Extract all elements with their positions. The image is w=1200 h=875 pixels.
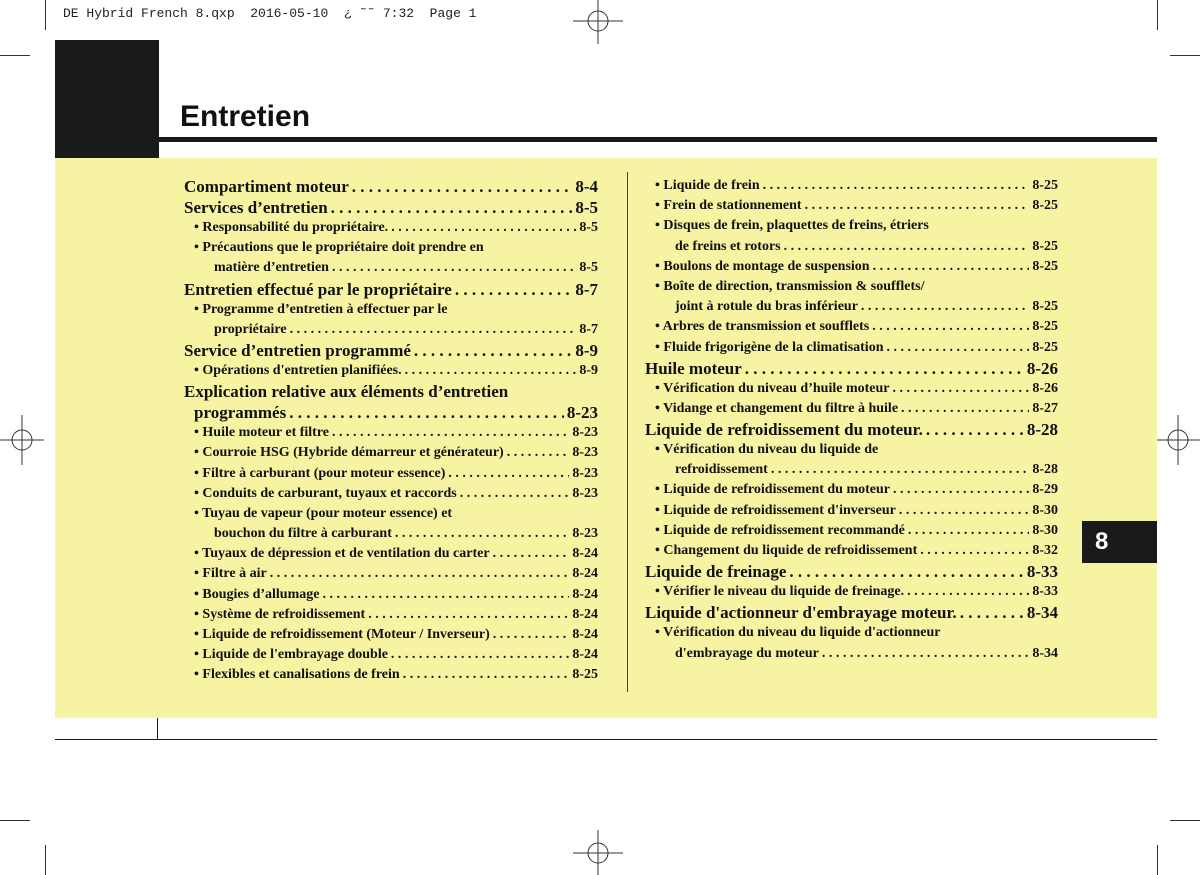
toc-subentry[interactable]	[645, 216, 1058, 236]
toc-leader-dots	[908, 521, 1029, 541]
registration-mark-left	[0, 415, 44, 465]
toc-page-number: 8-25	[1032, 339, 1058, 355]
toc-page-number: 8-23	[572, 465, 598, 481]
toc-entry-label: • Liquide de refroidissement du moteur	[655, 482, 890, 498]
toc-entry-label: Services d’entretien	[184, 198, 328, 217]
toc-section-entry[interactable]	[645, 358, 1058, 379]
toc-page-number: 8-25	[1032, 198, 1058, 214]
toc-subentry[interactable]	[645, 196, 1058, 216]
toc-entry-label: • Vidange et changement du filtre à huile	[655, 400, 899, 416]
toc-entry-label: • Vérifier le niveau du liquide de freinage.	[655, 584, 905, 600]
chapter-tab: 8	[1082, 521, 1157, 563]
toc-page-number: 8-25	[1032, 319, 1058, 335]
toc-page-number: 8-27	[1032, 400, 1058, 416]
toc-page-number: 8-23	[572, 526, 598, 542]
toc-leader-dots	[270, 564, 570, 584]
toc-entry-label: • Fluide frigorigène de la climatisation	[655, 339, 884, 355]
toc-entry-label: • Tuyau de vapeur (pour moteur essence) et	[194, 505, 453, 521]
toc-page-number: 8-26	[1026, 358, 1058, 378]
toc-page-number: 8-23	[572, 485, 598, 501]
toc-subentry[interactable]	[645, 582, 1058, 602]
title-rule	[158, 137, 1157, 142]
toc-leader-dots	[861, 297, 1029, 317]
toc-page-number: 8-23	[572, 445, 598, 461]
toc-page-number: 8-23	[566, 403, 598, 423]
toc-entry-label: • Disques de frein, plaquettes de freins, étriers	[655, 218, 929, 234]
toc-page-number: 8-34	[1026, 603, 1058, 623]
toc-leader-dots	[789, 561, 1023, 582]
toc-subentry[interactable]	[645, 317, 1058, 337]
toc-subentry[interactable]	[184, 361, 598, 381]
toc-page-number: 8-24	[572, 586, 598, 602]
toc-entry-label: • Bougies d’allumage	[194, 586, 320, 602]
toc-leader-dots	[872, 317, 1029, 337]
toc-section-entry[interactable]	[645, 602, 1058, 623]
toc-page-number: 8-24	[572, 546, 598, 562]
toc-leader-dots	[414, 340, 572, 361]
toc-entry-label: • Changement du liquide de refroidissement	[655, 543, 918, 558]
toc-entry-label: • Flexibles et canalisations de frein	[194, 667, 400, 683]
toc-page-number: 8-5	[579, 260, 598, 276]
toc-page-number: 8-25	[1032, 238, 1058, 254]
toc-leader-dots	[901, 399, 1029, 419]
toc-page-number: 8-23	[572, 425, 598, 441]
toc-leader-dots	[960, 602, 1024, 623]
toc-page-number: 8-25	[572, 667, 598, 683]
toc-subentry[interactable]	[184, 625, 598, 645]
crop-mark-bottom-left	[45, 845, 46, 875]
toc-page-number: 8-32	[1032, 543, 1058, 558]
toc-leader-dots	[873, 257, 1030, 277]
toc-subentry[interactable]	[184, 605, 598, 625]
toc-subentry[interactable]	[645, 460, 1058, 480]
toc-page-number: 8-29	[1032, 482, 1058, 498]
toc-subentry[interactable]	[184, 464, 598, 484]
toc-subentry[interactable]	[645, 237, 1058, 257]
toc-entry-label: • Précautions que le propriétaire doit prendre en	[194, 240, 484, 256]
toc-page-number: 8-24	[572, 606, 598, 622]
toc-section-entry[interactable]	[184, 197, 598, 218]
toc-entry-label: • Opérations d'entretien planifiées.	[194, 362, 402, 378]
toc-subentry[interactable]	[645, 440, 1058, 460]
toc-subentry[interactable]	[184, 645, 598, 665]
toc-entry-label: Liquide de freinage	[645, 562, 787, 582]
toc-page-number: 8-24	[572, 566, 598, 582]
page-title: Entretien	[180, 100, 311, 133]
toc-entry-label: • Vérification du niveau du liquide d'actionneur	[655, 625, 941, 641]
toc-entry-label: • Liquide de refroidissement (Moteur / Inverseur)	[194, 627, 490, 642]
toc-leader-dots	[893, 480, 1029, 500]
toc-leader-dots	[920, 541, 1029, 561]
crop-mark-top-right-h	[1170, 55, 1200, 56]
toc-subentry[interactable]	[645, 480, 1058, 500]
toc-subentry[interactable]	[645, 399, 1058, 419]
toc-entry-label: Huile moteur	[645, 358, 742, 378]
toc-entry-label: • Programme d’entretien à effectuer par le	[194, 301, 448, 317]
header-black-block	[55, 40, 159, 158]
toc-subentry[interactable]	[645, 521, 1058, 541]
toc-page-number: 8-26	[1032, 380, 1058, 396]
toc-subentry[interactable]	[645, 379, 1058, 399]
toc-entry-label: • Liquide de l'embrayage double	[194, 647, 388, 663]
toc-page-number: 8-7	[579, 321, 598, 337]
toc-entry-label: matière d’entretien	[214, 260, 329, 276]
toc-subentry[interactable]	[645, 277, 1058, 297]
toc-entry-label: • Liquide de refroidissement recommandé	[655, 522, 905, 538]
toc-page-number: 8-30	[1032, 502, 1058, 518]
toc-leader-dots	[805, 196, 1030, 216]
toc-page-number: 8-5	[575, 198, 598, 217]
toc-subentry[interactable]	[184, 423, 598, 443]
toc-leader-dots	[771, 460, 1030, 480]
toc-page-number: 8-25	[1032, 178, 1058, 193]
toc-page-number: 8-4	[575, 177, 598, 196]
toc-subentry[interactable]	[645, 297, 1058, 317]
toc-leader-dots	[455, 279, 572, 300]
toc-section-entry[interactable]	[645, 419, 1058, 440]
toc-section-entry[interactable]	[184, 279, 598, 300]
toc-leader-dots	[507, 443, 570, 463]
toc-entry-label: propriétaire	[214, 321, 287, 337]
toc-subentry[interactable]	[645, 338, 1058, 358]
toc-entry-label: • Vérification du niveau d’huile moteur	[655, 380, 890, 396]
toc-entry-label: Explication relative aux éléments d’entretien	[184, 382, 509, 402]
toc-leader-dots	[460, 484, 570, 504]
toc-subentry[interactable]	[645, 644, 1058, 664]
toc-subentry[interactable]	[184, 300, 598, 320]
toc-entry-label: • Huile moteur et filtre	[194, 425, 330, 441]
toc-leader-dots	[403, 665, 570, 685]
toc-subentry[interactable]	[184, 585, 598, 605]
toc-entry-label: • Arbres de transmission et soufflets	[655, 319, 870, 335]
toc-leader-dots	[391, 645, 569, 665]
toc-subentry[interactable]	[184, 504, 598, 524]
toc-subentry[interactable]	[184, 524, 598, 544]
toc-entry-label: • Responsabilité du propriétaire.	[194, 220, 389, 235]
registration-mark-top	[573, 0, 623, 44]
toc-leader-dots	[405, 361, 577, 381]
toc-leader-dots	[322, 585, 569, 605]
toc-entry-label: • Filtre à air	[194, 566, 267, 582]
toc-entry-label: • Système de refroidissement	[194, 606, 366, 622]
toc-leader-dots	[886, 338, 1029, 358]
toc-entry-label: • Filtre à carburant (pour moteur essence)	[194, 465, 446, 481]
toc-entry-label: Compartiment moteur	[184, 177, 349, 196]
toc-page-number: 8-7	[575, 279, 598, 299]
toc-section-entry[interactable]	[645, 561, 1058, 582]
toc-subentry[interactable]	[645, 501, 1058, 521]
toc-subentry[interactable]	[184, 564, 598, 584]
registration-mark-right	[1156, 415, 1200, 465]
toc-entry-label: Liquide d'actionneur d'embrayage moteur.	[645, 603, 957, 623]
toc-page-number: 8-33	[1026, 562, 1058, 582]
crop-mark-bottom-right	[1157, 845, 1158, 875]
toc-subentry[interactable]	[184, 238, 598, 258]
toc-subentry[interactable]	[645, 257, 1058, 277]
toc-subentry[interactable]	[184, 544, 598, 564]
toc-leader-dots	[907, 582, 1029, 602]
toc-leader-dots	[289, 402, 564, 423]
toc-entry-label: Entretien effectué par le propriétaire	[184, 279, 452, 299]
toc-page-number: 8-25	[1032, 299, 1058, 315]
toc-subentry[interactable]	[184, 218, 598, 238]
crop-mark-top-left	[45, 0, 46, 30]
toc-entry-label: • Boulons de montage de suspension	[655, 258, 870, 274]
toc-leader-dots	[493, 625, 570, 645]
crop-mark-top-right	[1157, 0, 1158, 30]
toc-entry-label: • Vérification du niveau du liquide de	[655, 442, 879, 458]
toc-subentry[interactable]	[645, 176, 1058, 196]
toc-entry-label: • Liquide de frein	[655, 178, 760, 193]
toc-leader-dots	[290, 320, 577, 340]
toc-leader-dots	[493, 544, 570, 564]
toc-entry-label: • Liquide de refroidissement d'inverseur	[655, 502, 896, 518]
toc-entry-label: programmés	[194, 403, 287, 423]
toc-entry-label: joint à rotule du bras inférieur	[675, 299, 858, 315]
toc-leader-dots	[332, 423, 569, 443]
toc-entry-label: • Boîte de direction, transmission & soufflets/	[655, 278, 925, 294]
toc-leader-dots	[892, 379, 1029, 399]
toc-leader-dots	[763, 176, 1030, 196]
bottom-rule	[55, 739, 1157, 740]
toc-leader-dots	[784, 237, 1030, 257]
toc-page-number: 8-25	[1032, 258, 1058, 274]
toc-entry-label: • Conduits de carburant, tuyaux et raccords	[194, 485, 457, 501]
toc-page-number: 8-30	[1032, 522, 1058, 538]
column-separator	[627, 172, 628, 692]
toc-entry-label: de freins et rotors	[675, 238, 781, 254]
toc-entry-label: • Courroie HSG (Hybride démarreur et générateur)	[194, 445, 504, 461]
toc-entry-label: Liquide de refroidissement du moteur.	[645, 420, 923, 440]
toc-leader-dots	[822, 644, 1029, 664]
toc-right-column	[645, 176, 1058, 664]
toc-page-number: 8-9	[579, 362, 598, 378]
toc-section-entry[interactable]	[184, 381, 598, 402]
print-slug: DE Hybrid French 8.qxp 2016-05-10 ¿ ˜˜ 7:32 Page 1	[63, 6, 477, 21]
toc-leader-dots	[899, 501, 1029, 521]
toc-section-entry[interactable]	[184, 340, 598, 361]
toc-section-entry[interactable]	[184, 402, 598, 423]
toc-subentry[interactable]	[645, 623, 1058, 643]
toc-page-number: 8-34	[1032, 645, 1058, 661]
toc-subentry[interactable]	[184, 484, 598, 504]
toc-page-number: 8-24	[572, 647, 598, 663]
registration-mark-bottom	[573, 830, 623, 875]
crop-mark-top-left-h	[0, 55, 30, 56]
toc-subentry[interactable]	[645, 541, 1058, 561]
crop-mark-bottom-right-h	[1170, 820, 1200, 821]
toc-leader-dots	[368, 605, 569, 625]
toc-left-column	[184, 176, 598, 686]
toc-leader-dots	[332, 258, 576, 278]
toc-page-number: 8-33	[1032, 584, 1058, 600]
crop-mark-bottom-left-h	[0, 820, 30, 821]
toc-page-number: 8-5	[579, 220, 598, 235]
toc-subentry[interactable]	[184, 665, 598, 685]
toc-entry-label: refroidissement	[675, 462, 768, 478]
toc-leader-dots	[395, 524, 569, 544]
toc-leader-dots	[391, 218, 576, 238]
toc-subentry[interactable]	[184, 443, 598, 463]
toc-entry-label: • Tuyaux de dépression et de ventilation du carter	[194, 546, 490, 562]
toc-entry-label: Service d’entretien programmé	[184, 340, 411, 360]
toc-leader-dots	[352, 176, 573, 197]
toc-page-number: 8-9	[575, 340, 598, 360]
toc-subentry[interactable]	[184, 258, 598, 278]
toc-leader-dots	[745, 358, 1024, 379]
toc-leader-dots	[448, 464, 569, 484]
toc-entry-label: • Frein de stationnement	[655, 198, 802, 214]
toc-subentry[interactable]	[184, 320, 598, 340]
toc-section-entry[interactable]	[184, 176, 598, 197]
toc-page-number: 8-28	[1032, 462, 1058, 478]
toc-page-number: 8-28	[1026, 420, 1058, 440]
toc-page-number: 8-24	[572, 627, 598, 642]
toc-leader-dots	[331, 197, 573, 218]
toc-entry-label: bouchon du filtre à carburant	[214, 526, 392, 542]
toc-leader-dots	[926, 419, 1024, 440]
toc-entry-label: d'embrayage du moteur	[675, 645, 819, 661]
